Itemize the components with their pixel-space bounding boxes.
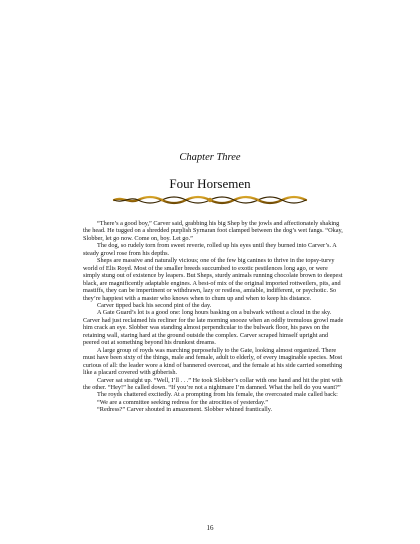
paragraph: The royds chattered excitedly. At a prompting from his female, the overcoated male called back:	[97, 391, 338, 399]
paragraph: A Gate Guard’s lot is a good one: long hours basking on a bulwark without a cloud in the sky. Carver had just reclaimed his recliner for the late morning snooze when an oddly tremulous growl made him crack an eye. Slobber was standing almost perpendicular to the bulwark floor, his paws on the retaining wall, staring hard at the ground outside the complex. Carver scraped himself upright and peered out at something beyond his drunkest dreams.	[83, 309, 344, 347]
paragraph: Carver sat straight up. “Well, I’ll . . .” He took Slobber’s collar with one hand and hit the pint with the other. “Hey!” he called down. “If you’re not a nightmare I’m damned. What the hell do you want?”	[83, 376, 343, 391]
paragraph: “Redress?” Carver shouted in amazement. Slobber whined frantically.	[97, 406, 273, 414]
paragraph: Sheps are massive and naturally vicious; one of the few big canines to thrive in the topsy-turvy world of Elis Royd. Most of the smaller breeds succumbed to exotic pestilences long ago, or were simply stung out of existence by leapers. But Sheps, sturdy animals running chocolate brown to deepest black, are magnificently adaptable engines. A best-of mix of the original imported rottweilers, pits, and mastiffs, they can be impertinent or withdrawn, lazy or restless, amiable, indifferent, or psychotic. So they’re happiest with a master who knows when to chum up and when to keep his distance.	[83, 257, 343, 302]
paragraph: Carver tipped back his second pint of the day.	[97, 301, 212, 309]
chapter-number: Chapter Three	[179, 152, 241, 163]
chapter-body	[83, 220, 345, 414]
paragraph: The dog, so rudely torn from sweet reverie, rolled up his eyes until they burned into Carver’s. A steady growl rose from his depths.	[83, 242, 337, 257]
decorative-divider	[112, 195, 308, 205]
page-number: 16	[206, 524, 214, 532]
paragraph: “We are a committee seeking redress for the atrocities of yesterday.”	[97, 398, 269, 406]
chapter-title: Four Horsemen	[169, 176, 251, 191]
paragraph: “There’s a good boy,” Carver said, grabbing his big Shep by the jowls and affectionately shaking the head. He tugged on a shredded purplish Syrnaran foot clamped between the dog’s wet fangs. “Okay, Slobber, let go now. Come on, boy. Let go.”	[83, 220, 343, 242]
paragraph: A large group of royds was marching purposefully to the Gate, looking almost organized. There must have been sixty of the things, male and female, adult to elderly, of every imaginable species. Most curious of all: the leader wore a kind of bannered overcoat, and the female at his side carried something like a placard covered with gibberish.	[83, 346, 343, 377]
